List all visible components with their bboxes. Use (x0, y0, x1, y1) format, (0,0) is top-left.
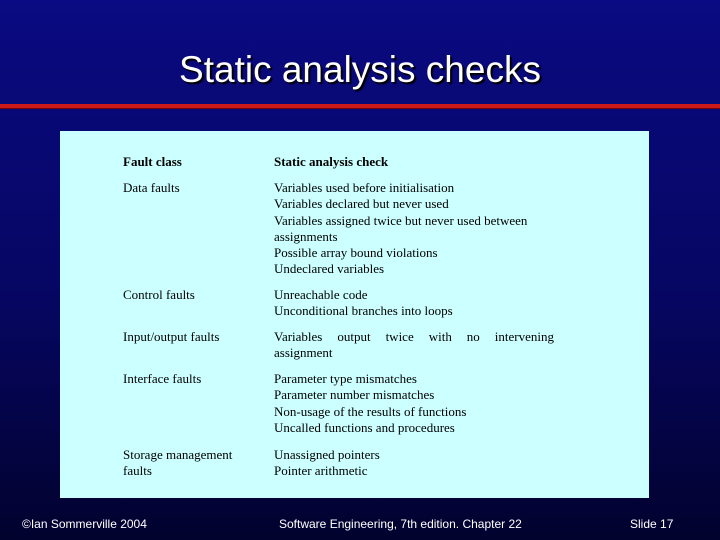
footer-book-title: Software Engineering, 7th edition. Chapter 22 (279, 517, 522, 531)
fault-class-cell: Storage management faults (123, 447, 233, 479)
check-item: Parameter type mismatches (274, 371, 417, 386)
check-item: Uncalled functions and procedures (274, 419, 455, 435)
check-item: Possible array bound violations (274, 245, 438, 261)
check-item: Non-usage of the results of functions (274, 403, 467, 419)
fault-class-header: Fault class (123, 154, 182, 169)
check-item: Unassigned pointers (274, 447, 380, 462)
fault-check-table (60, 131, 649, 498)
static-analysis-check-header: Static analysis check (274, 154, 389, 169)
fault-class-cell: Data faults (123, 180, 180, 195)
slide-title: Static analysis checks (179, 49, 541, 90)
check-list (274, 329, 554, 362)
check-list (274, 287, 554, 320)
footer-slide-number: Slide 17 (630, 517, 674, 531)
check-item: Unreachable code (274, 287, 368, 302)
check-item: Parameter number mismatches (274, 387, 435, 403)
title-divider (0, 104, 720, 109)
check-item: Variables assigned twice but never used between assignments (274, 212, 528, 244)
check-list (274, 180, 554, 278)
fault-class-cell: Control faults (123, 287, 195, 302)
check-item: Variables declared but never used (274, 196, 449, 212)
fault-class-cell: Input/output faults (123, 329, 220, 344)
check-item: Unconditional branches into loops (274, 303, 453, 319)
fault-class-cell: Interface faults (123, 371, 202, 386)
footer-copyright: ©Ian Sommerville 2004 (22, 517, 147, 531)
check-item: Undeclared variables (274, 261, 385, 277)
check-list (274, 371, 554, 436)
check-item: Pointer arithmetic (274, 463, 368, 479)
check-item: Variables used before initialisation (274, 180, 455, 195)
check-item: Variables output twice with no intervening assignment (274, 329, 554, 361)
check-list (274, 447, 554, 480)
